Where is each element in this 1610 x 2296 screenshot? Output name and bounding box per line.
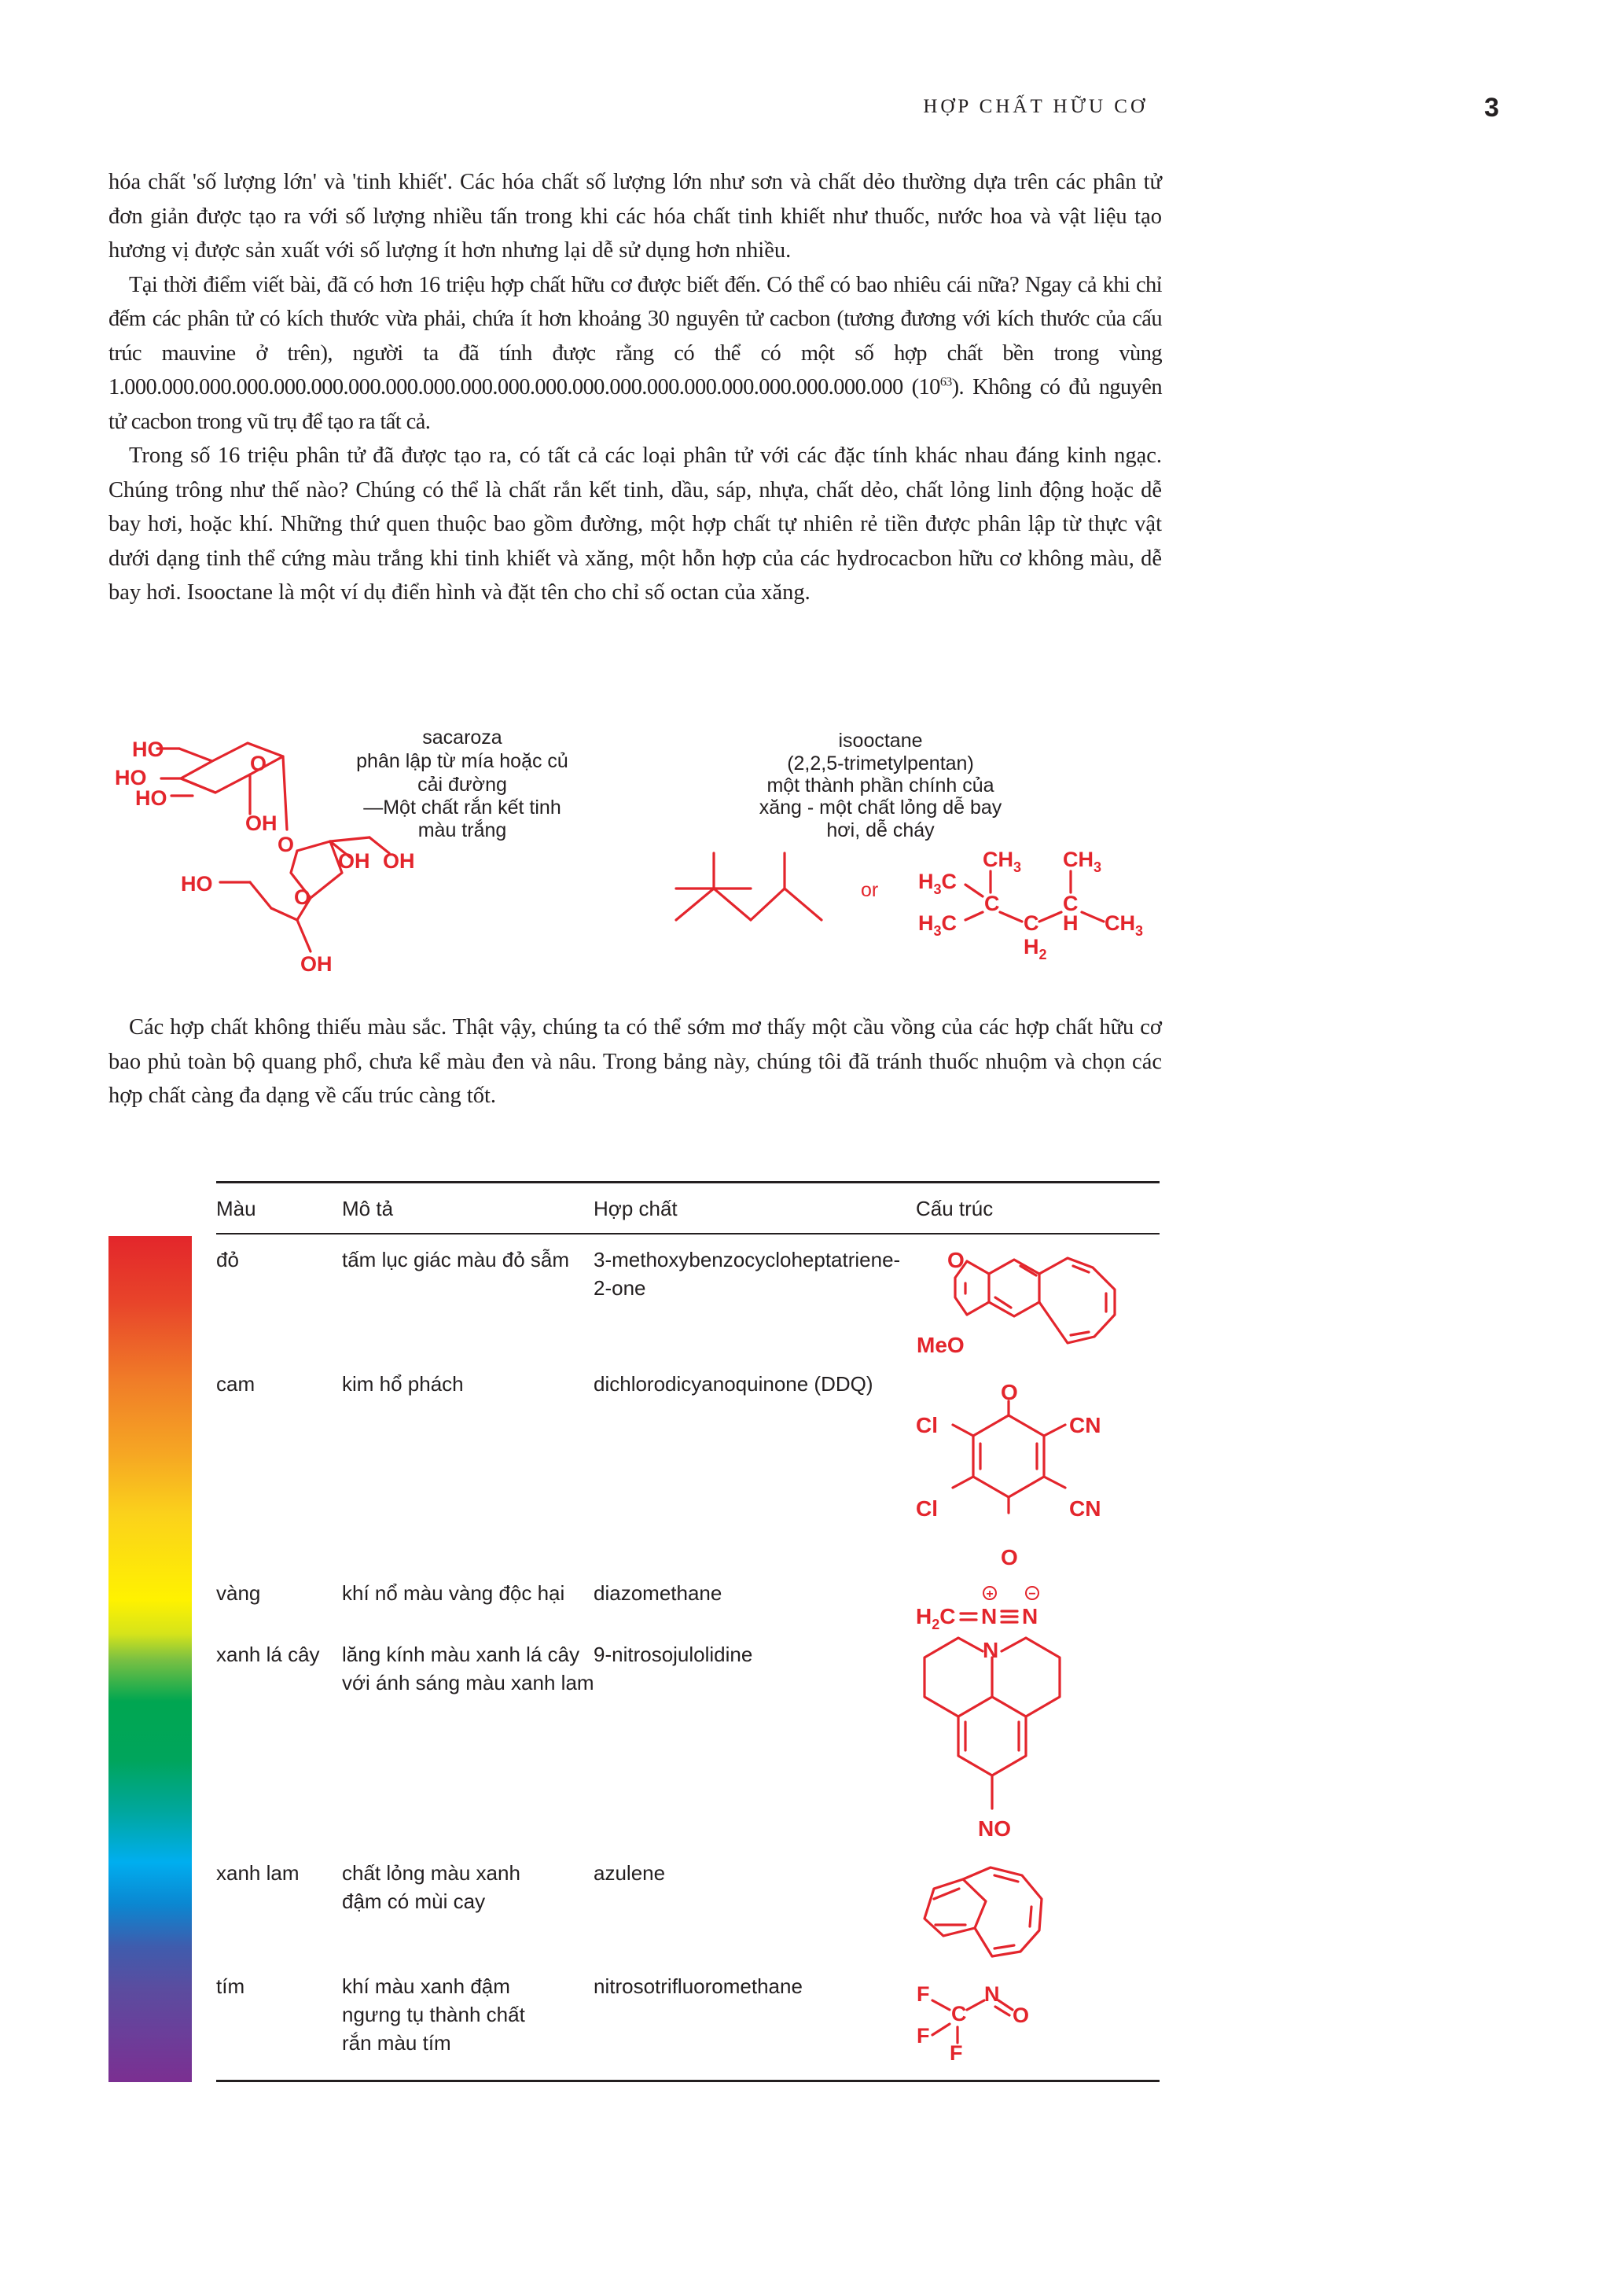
- structure-diazomethane: [916, 1587, 1038, 1632]
- header-description: Mô tả: [342, 1197, 394, 1220]
- sucrose-caption-4: —Một chất rắn kết tinh: [363, 797, 561, 819]
- red-meo: MeO: [917, 1333, 965, 1357]
- cf3no-f1: F: [917, 1982, 930, 2006]
- ddq-cl-2: Cl: [916, 1496, 938, 1521]
- row-blue-description: chất lỏng màu xanh đậm có mùi cay: [342, 1861, 520, 1913]
- label-o-ring2: O: [294, 885, 311, 909]
- row-blue-color: xanh lam: [216, 1861, 300, 1885]
- sucrose-caption-2: phân lập từ mía hoặc củ: [356, 750, 568, 772]
- diazo-n1: N: [981, 1604, 998, 1628]
- row-red-color: đỏ: [216, 1248, 239, 1271]
- svg-text:H: H: [1063, 911, 1079, 935]
- row-red-description: tấm lục giác màu đỏ sẫm: [342, 1248, 570, 1271]
- row-green-color: xanh lá cây: [216, 1643, 320, 1666]
- svg-text:CH3: $CH_3$: [1105, 911, 1144, 939]
- red-o: O: [947, 1248, 965, 1272]
- cf3no-o: O: [1013, 2003, 1030, 2027]
- diazo-minus: −: [1028, 1588, 1036, 1601]
- isooctane-caption-1: isooctane: [838, 730, 923, 752]
- row-green-compound: 9-nitrosojulolidine: [594, 1643, 753, 1666]
- row-blue-compound: azulene: [594, 1861, 666, 1885]
- large-number: 1.000.000.000.000.000.000.000.000.000.000.000.000.000.000.000.000.000.000.000.000.000 (10: [108, 375, 940, 399]
- row-orange-description: kim hổ phách: [342, 1372, 464, 1396]
- colors-paragraph: Các hợp chất không thiếu màu sắc. Thật vậy, chúng ta có thể sớm mơ thấy một cầu vồng của các hợp chất hữu cơ bao phủ toàn bộ quang phổ, chưa kể màu đen và nâu. Trong bảng này, chúng tôi đã tránh thuốc nhuộm và chọn các hợp chất càng đa dạng về cấu trúc càng tốt.: [108, 1015, 1162, 1108]
- paragraph-1: hóa chất 'số lượng lớn' và 'tinh khiết'. Các hóa chất số lượng lớn như sơn và chất dẻo thường dựa trên các phân tử đơn giản được tạo ra với số lượng nhiều tấn trong khi các hóa chất tinh khiết như thuốc, nước hoa và vật liệu tạo hương vị được sản xuất với số lượng ít hơn nhưng lại dễ sử dụng hơn nhiều.: [108, 170, 1162, 263]
- isooctane-structure: [676, 730, 1143, 962]
- sucrose-caption-5: màu trắng: [417, 819, 507, 841]
- sucrose-caption-1: sacaroza: [422, 727, 502, 749]
- exponent: 63: [939, 375, 952, 389]
- isooctane-caption-3: một thành phần chính của: [766, 775, 994, 797]
- svg-text:H3C: $H_3C$: [918, 870, 958, 897]
- structure-julolidine: [924, 1638, 1060, 1841]
- sucrose-structure: [115, 727, 568, 976]
- isooctane-caption-4: xăng - một chất lỏng dễ bay: [759, 797, 1002, 819]
- or-label: or: [861, 879, 879, 901]
- label-ho-1: HO: [132, 738, 164, 761]
- row-yellow-description: khí nổ màu vàng độc hại: [342, 1581, 565, 1605]
- cf3no-n: N: [984, 1982, 1000, 2006]
- cf3no-c: C: [951, 2002, 967, 2026]
- cf3no-f3: F: [950, 2041, 963, 2065]
- table-header-rule: [216, 1233, 1160, 1234]
- sucrose-caption-3: cải đường: [417, 774, 507, 796]
- ddq-cn-1: CN: [1069, 1413, 1101, 1437]
- page-number: 3: [1484, 93, 1499, 123]
- cf3no-f2: F: [917, 2024, 930, 2048]
- table-top-rule: [216, 1181, 1160, 1183]
- label-ho-2: HO: [115, 766, 147, 789]
- label-oh-2: OH: [338, 849, 370, 873]
- svg-text:C: C: [1024, 911, 1039, 935]
- paragraph-2: Tại thời điểm viết bài, đã có hơn 16 triệu hợp chất hữu cơ được biết đến. Có thể có bao nhiêu cái nữa? Ngay cả khi chỉ đếm các phân tử có kích thước vừa phải, chứa ít hơn khoảng 30 nguyên tử cacbon (tương đương với kích thước của cấu trúc mauvine ở trên), người ta đã tính được rằng có thể có một số hợp chất bền trong vùng 1.000.000.000.000.000.000.000.000.000.000.000.000.000.000.000.000.000.000.000.000.000 $(10^{63})$. Không có đủ nguyên tử cacbon trong vũ trụ để tạo ra tất cả.: [108, 272, 1163, 434]
- row-orange-compound: dichlorodicyanoquinone (DDQ): [594, 1372, 873, 1396]
- running-head: HỢP CHẤT HỮU CƠ: [923, 96, 1148, 117]
- row-yellow-color: vàng: [216, 1581, 261, 1605]
- isooctane-caption-5: hơi, dễ cháy: [826, 819, 935, 841]
- label-oh-4: OH: [300, 952, 333, 976]
- svg-text:CH3: $CH_3$: [1063, 848, 1102, 875]
- julolidine-n: N: [983, 1638, 999, 1662]
- diazo-n2: N: [1022, 1604, 1038, 1628]
- row-green-description: lăng kính màu xanh lá cây với ánh sáng màu xanh lam: [342, 1643, 594, 1694]
- header-structure: Cấu trúc: [916, 1197, 994, 1220]
- label-oh-1: OH: [245, 811, 278, 835]
- svg-text:CH3: $CH_3$: [983, 848, 1022, 875]
- color-spectrum-bar: [108, 1236, 192, 2082]
- svg-text:H2C: $H_2C$: [916, 1604, 956, 1632]
- svg-text:H2: $H_2$: [1024, 935, 1047, 962]
- row-yellow-compound: diazomethane: [594, 1581, 722, 1605]
- structure-red: [917, 1248, 1115, 1357]
- header-compound: Hợp chất: [594, 1197, 678, 1220]
- structure-cf3no: [917, 1982, 1029, 2065]
- structure-ddq: [916, 1380, 1101, 1569]
- structure-azulene: [924, 1867, 1042, 1956]
- ddq-o-bottom: O: [1001, 1545, 1018, 1569]
- row-red-compound: 3-methoxybenzocycloheptatriene- 2-one: [594, 1248, 901, 1300]
- julolidine-no: NO: [978, 1816, 1011, 1841]
- header-color: Màu: [216, 1197, 256, 1220]
- label-ho-4: HO: [181, 872, 213, 896]
- paragraph-3: Trong số 16 triệu phân tử đã được tạo ra, có tất cả các loại phân tử với các đặc tính khác nhau đáng kinh ngạc. Chúng trông như thế nào? Chúng có thể là chất rắn kết tinh, dầu, sáp, nhựa, chất dẻo, chất lỏng linh động hoặc dễ bay hơi, hoặc khí. Những thứ quen thuộc bao gồm đường, một hợp chất tự nhiên rẻ tiền được phân lập từ thực vật dưới dạng tinh thể cứng màu trắng khi tinh khiết và xăng, một hỗn hợp của các hydrocacbon hữu cơ không màu, dễ bay hơi. Isooctane là một ví dụ điển hình và đặt tên cho chỉ số octan của xăng.: [108, 443, 1162, 605]
- ddq-o-top: O: [1001, 1380, 1018, 1404]
- label-o-ring1: O: [250, 752, 267, 775]
- label-o-glycosidic: O: [278, 833, 295, 856]
- row-violet-color: tím: [216, 1974, 245, 1998]
- row-violet-description: khí màu xanh đậm ngưng tụ thành chất rắn màu tím: [342, 1974, 525, 2055]
- label-oh-3: OH: [383, 849, 415, 873]
- svg-text:H3C: $H_3C$: [918, 911, 958, 939]
- svg-text:C: C: [984, 892, 1000, 915]
- svg-text:C: C: [1063, 892, 1079, 915]
- ddq-cn-2: CN: [1069, 1496, 1101, 1521]
- ddq-cl-1: Cl: [916, 1413, 938, 1437]
- isooctane-caption-2: (2,2,5-trimetylpentan): [787, 752, 974, 775]
- diazo-plus: +: [986, 1588, 994, 1601]
- label-ho-3: HO: [135, 786, 167, 810]
- row-orange-color: cam: [216, 1372, 255, 1396]
- row-violet-compound: nitrosotrifluoromethane: [594, 1974, 803, 1998]
- table-bottom-rule: [216, 2080, 1160, 2082]
